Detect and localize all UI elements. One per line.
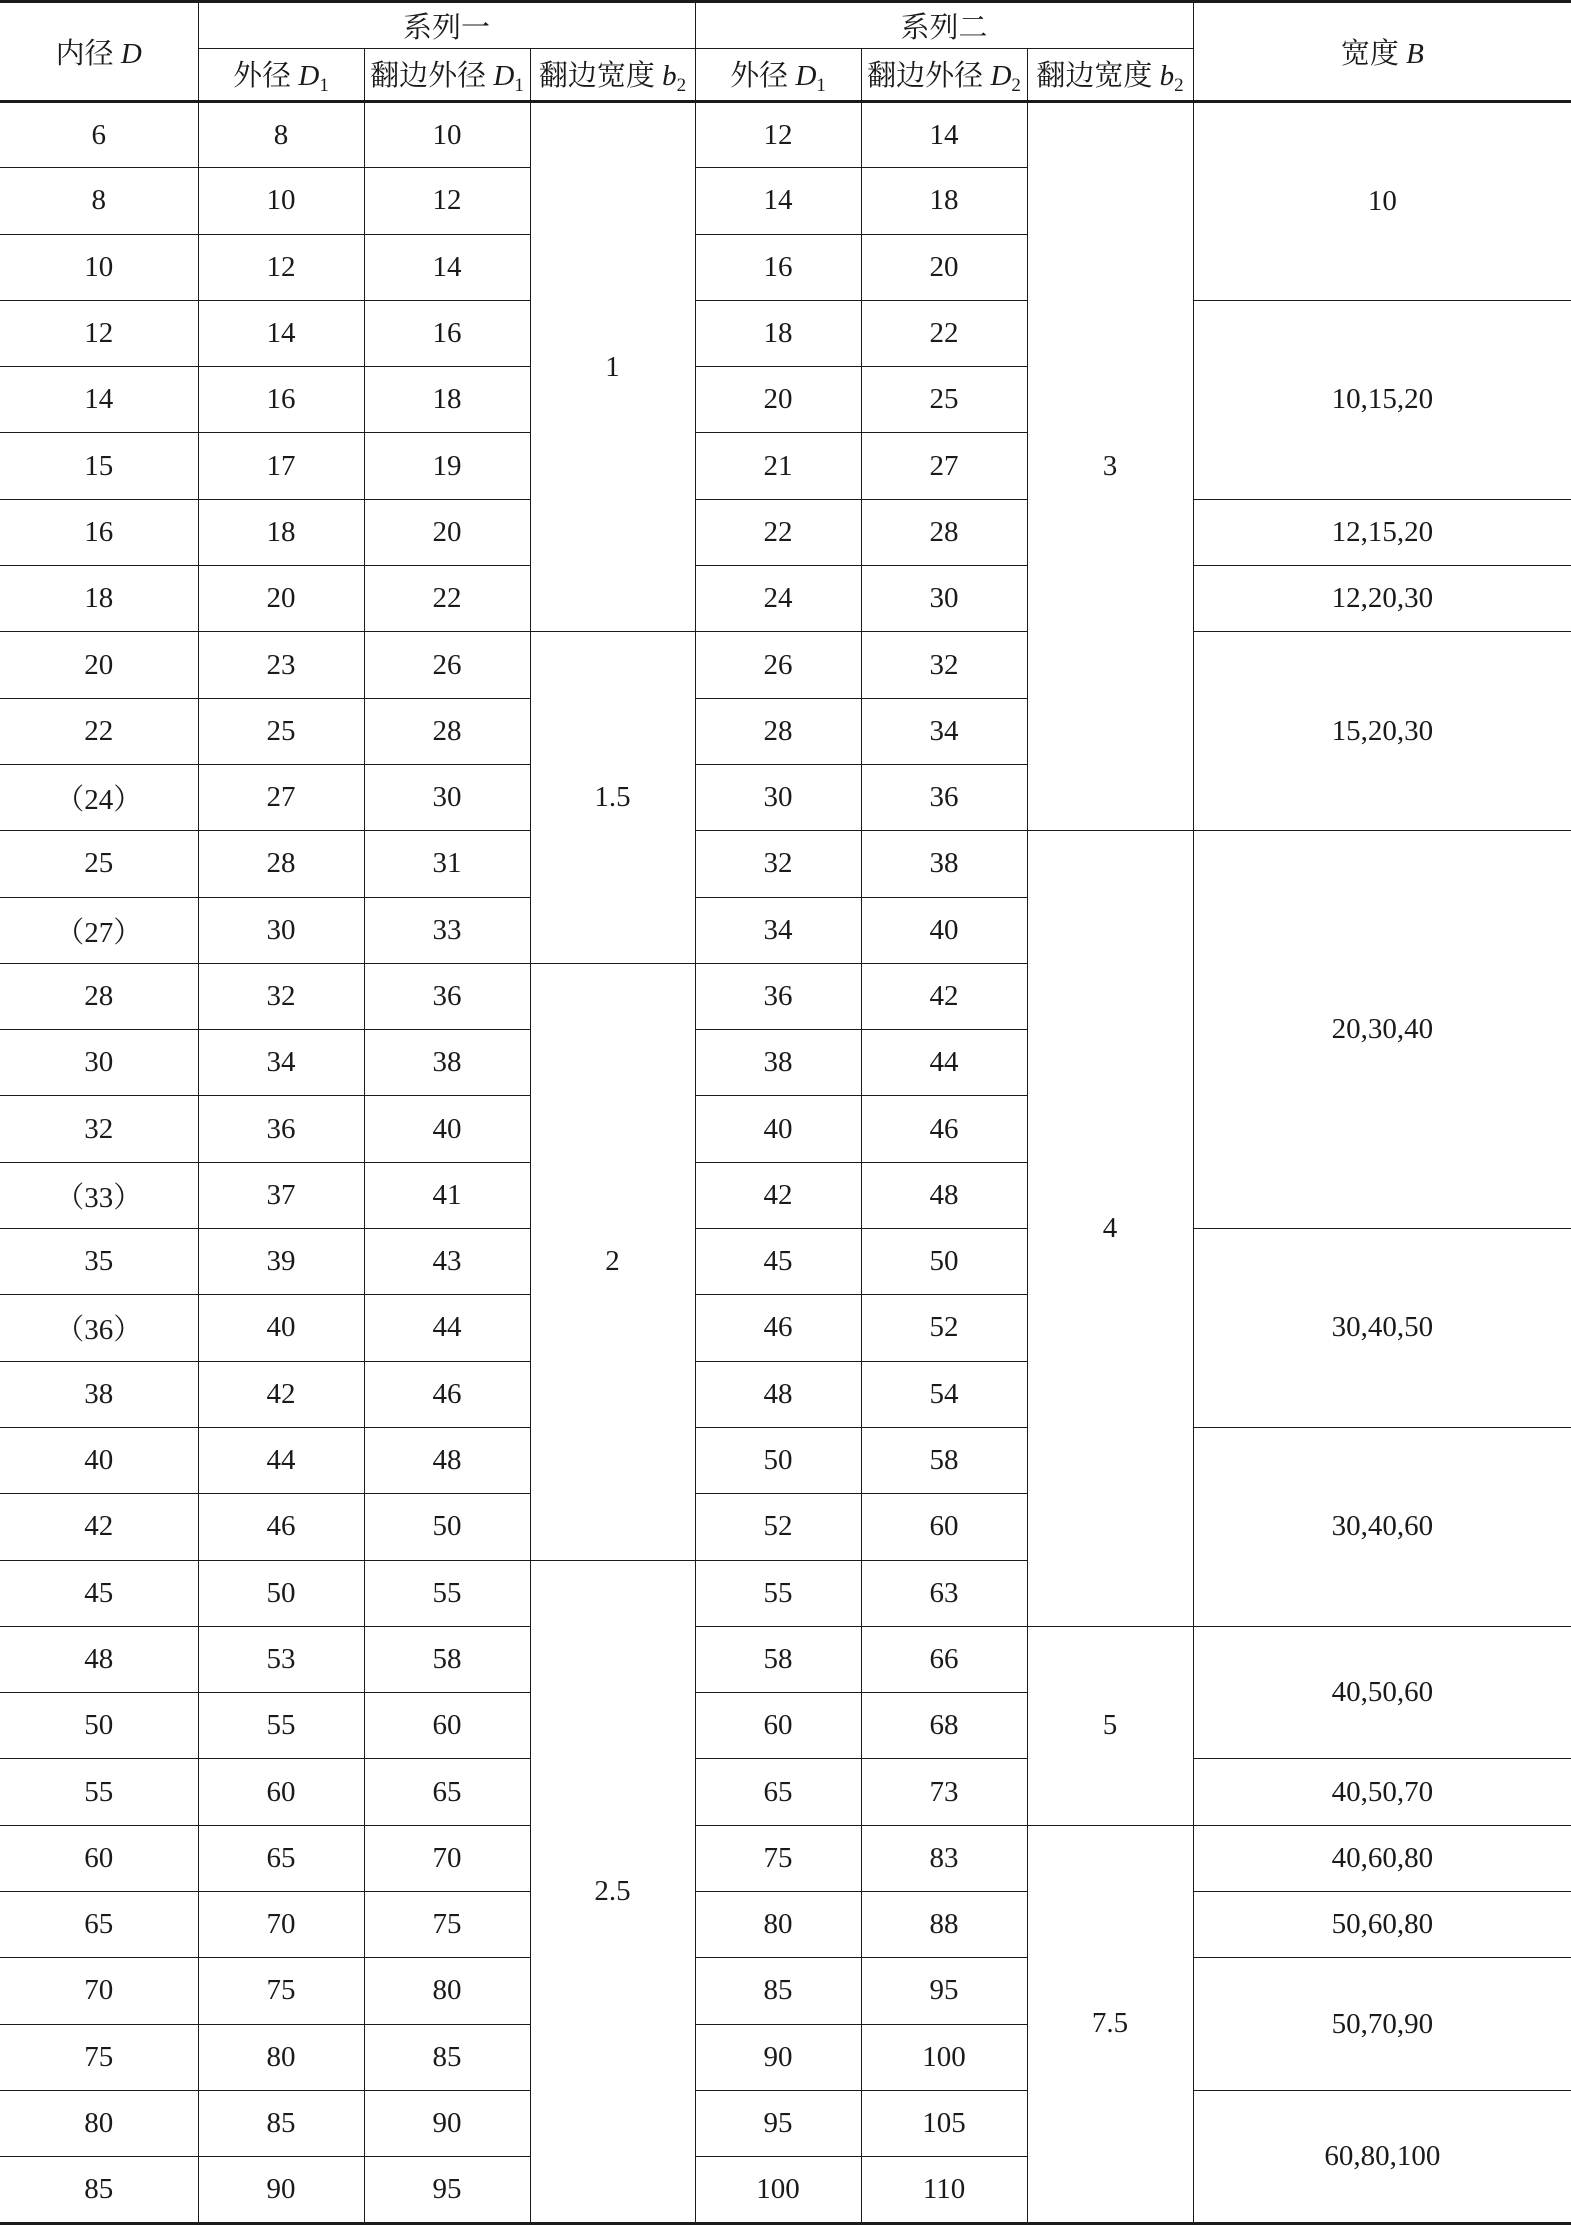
s2-flange-outer-diameter-cell: 63	[861, 1560, 1027, 1626]
table-row	[0, 1427, 1571, 1493]
header-s1-flange-width: 翻边宽度 $b_2$	[530, 49, 695, 102]
s2-flange-outer-diameter-cell: 52	[861, 1295, 1027, 1361]
table-row	[0, 499, 1571, 565]
s2-flange-outer-diameter-cell: 58	[861, 1427, 1027, 1493]
table-row	[0, 831, 1571, 897]
inner-diameter-cell: 20	[0, 632, 198, 698]
table-row	[0, 566, 1571, 632]
inner-diameter-cell: 30	[0, 1030, 198, 1096]
s2-outer-diameter-cell: 100	[695, 2157, 861, 2223]
table-row	[0, 1626, 1571, 1692]
s1-outer-diameter-cell: 65	[198, 1825, 364, 1891]
inner-diameter-cell: （27）	[0, 897, 198, 963]
width-cell: 40,50,70	[1193, 1759, 1571, 1825]
s2-outer-diameter-cell: 52	[695, 1494, 861, 1560]
inner-diameter-cell: 50	[0, 1693, 198, 1759]
table-body	[0, 102, 1571, 2224]
s1-flange-outer-diameter-cell: 31	[364, 831, 530, 897]
s2-outer-diameter-cell: 30	[695, 764, 861, 830]
header-s1-outer-diameter: 外径 $D_1$	[198, 49, 364, 102]
s2-flange-outer-diameter-cell: 68	[861, 1693, 1027, 1759]
table-row	[0, 2090, 1571, 2156]
inner-diameter-cell: （33）	[0, 1162, 198, 1228]
inner-diameter-cell: 45	[0, 1560, 198, 1626]
inner-diameter-cell: 32	[0, 1096, 198, 1162]
s2-outer-diameter-cell: 42	[695, 1162, 861, 1228]
s1-flange-outer-diameter-cell: 18	[364, 367, 530, 433]
s2-flange-outer-diameter-cell: 18	[861, 168, 1027, 234]
s2-outer-diameter-cell: 80	[695, 1892, 861, 1958]
width-cell: 40,50,60	[1193, 1626, 1571, 1759]
s2-outer-diameter-cell: 21	[695, 433, 861, 499]
s2-flange-width-cell: 7.5	[1027, 1825, 1193, 2223]
inner-diameter-cell: 85	[0, 2157, 198, 2223]
s2-flange-outer-diameter-cell: 105	[861, 2090, 1027, 2156]
s2-flange-outer-diameter-cell: 32	[861, 632, 1027, 698]
s1-flange-outer-diameter-cell: 19	[364, 433, 530, 499]
s2-flange-outer-diameter-cell: 73	[861, 1759, 1027, 1825]
s1-flange-outer-diameter-cell: 28	[364, 698, 530, 764]
s1-outer-diameter-cell: 10	[198, 168, 364, 234]
s1-flange-outer-diameter-cell: 85	[364, 2024, 530, 2090]
s1-outer-diameter-cell: 30	[198, 897, 364, 963]
s2-flange-outer-diameter-cell: 28	[861, 499, 1027, 565]
s2-outer-diameter-cell: 20	[695, 367, 861, 433]
s1-flange-outer-diameter-cell: 14	[364, 234, 530, 300]
inner-diameter-cell: 16	[0, 499, 198, 565]
s1-outer-diameter-cell: 53	[198, 1626, 364, 1692]
inner-diameter-cell: （24）	[0, 764, 198, 830]
inner-diameter-cell: 42	[0, 1494, 198, 1560]
s2-flange-outer-diameter-cell: 27	[861, 433, 1027, 499]
header-inner-diameter: 内径 D	[0, 2, 198, 102]
width-cell: 10	[1193, 102, 1571, 301]
s1-outer-diameter-cell: 23	[198, 632, 364, 698]
s2-outer-diameter-cell: 18	[695, 300, 861, 366]
s2-outer-diameter-cell: 40	[695, 1096, 861, 1162]
s2-outer-diameter-cell: 95	[695, 2090, 861, 2156]
s2-outer-diameter-cell: 55	[695, 1560, 861, 1626]
inner-diameter-cell: 65	[0, 1892, 198, 1958]
s1-outer-diameter-cell: 75	[198, 1958, 364, 2024]
s2-flange-outer-diameter-cell: 22	[861, 300, 1027, 366]
s2-flange-outer-diameter-cell: 36	[861, 764, 1027, 830]
table-row	[0, 1825, 1571, 1891]
s1-flange-outer-diameter-cell: 80	[364, 1958, 530, 2024]
s1-outer-diameter-cell: 28	[198, 831, 364, 897]
s1-flange-outer-diameter-cell: 22	[364, 566, 530, 632]
s2-flange-outer-diameter-cell: 100	[861, 2024, 1027, 2090]
s2-outer-diameter-cell: 48	[695, 1361, 861, 1427]
table-row	[0, 1759, 1571, 1825]
s1-outer-diameter-cell: 8	[198, 102, 364, 168]
s2-flange-outer-diameter-cell: 40	[861, 897, 1027, 963]
s1-outer-diameter-cell: 70	[198, 1892, 364, 1958]
s2-flange-outer-diameter-cell: 25	[861, 367, 1027, 433]
header-width: 宽度 B	[1193, 2, 1571, 102]
header-s2-outer-diameter: 外径 $D_1$	[695, 49, 861, 102]
s2-flange-width-cell: 3	[1027, 102, 1193, 831]
inner-diameter-cell: 75	[0, 2024, 198, 2090]
s2-outer-diameter-cell: 32	[695, 831, 861, 897]
s2-outer-diameter-cell: 50	[695, 1427, 861, 1493]
inner-diameter-cell: 18	[0, 566, 198, 632]
width-cell: 12,20,30	[1193, 566, 1571, 632]
s2-flange-outer-diameter-cell: 66	[861, 1626, 1027, 1692]
s1-flange-outer-diameter-cell: 30	[364, 764, 530, 830]
s1-flange-outer-diameter-cell: 44	[364, 1295, 530, 1361]
s2-outer-diameter-cell: 45	[695, 1229, 861, 1295]
s2-flange-outer-diameter-cell: 46	[861, 1096, 1027, 1162]
header-series-one: 系列一	[198, 2, 695, 49]
s2-outer-diameter-cell: 26	[695, 632, 861, 698]
header-series-two: 系列二	[695, 2, 1193, 49]
s1-outer-diameter-cell: 55	[198, 1693, 364, 1759]
s2-flange-outer-diameter-cell: 42	[861, 963, 1027, 1029]
table-row	[0, 1229, 1571, 1295]
width-cell: 50,70,90	[1193, 1958, 1571, 2091]
s2-flange-outer-diameter-cell: 34	[861, 698, 1027, 764]
table-row	[0, 300, 1571, 366]
width-cell: 12,15,20	[1193, 499, 1571, 565]
s2-outer-diameter-cell: 60	[695, 1693, 861, 1759]
table-row	[0, 1892, 1571, 1958]
inner-diameter-cell: 8	[0, 168, 198, 234]
s1-flange-outer-diameter-cell: 70	[364, 1825, 530, 1891]
s2-outer-diameter-cell: 58	[695, 1626, 861, 1692]
s1-outer-diameter-cell: 39	[198, 1229, 364, 1295]
inner-diameter-cell: 10	[0, 234, 198, 300]
inner-diameter-cell: 14	[0, 367, 198, 433]
inner-diameter-cell: 40	[0, 1427, 198, 1493]
s2-flange-outer-diameter-cell: 20	[861, 234, 1027, 300]
s2-outer-diameter-cell: 22	[695, 499, 861, 565]
s1-outer-diameter-cell: 27	[198, 764, 364, 830]
s2-flange-outer-diameter-cell: 54	[861, 1361, 1027, 1427]
s1-flange-outer-diameter-cell: 60	[364, 1693, 530, 1759]
width-cell: 40,60,80	[1193, 1825, 1571, 1891]
s1-flange-outer-diameter-cell: 46	[364, 1361, 530, 1427]
s1-flange-outer-diameter-cell: 48	[364, 1427, 530, 1493]
s1-flange-outer-diameter-cell: 50	[364, 1494, 530, 1560]
s1-flange-outer-diameter-cell: 55	[364, 1560, 530, 1626]
s1-outer-diameter-cell: 40	[198, 1295, 364, 1361]
width-cell: 30,40,60	[1193, 1427, 1571, 1626]
inner-diameter-cell: （36）	[0, 1295, 198, 1361]
s1-flange-outer-diameter-cell: 20	[364, 499, 530, 565]
inner-diameter-cell: 28	[0, 963, 198, 1029]
s1-flange-outer-diameter-cell: 33	[364, 897, 530, 963]
s2-outer-diameter-cell: 46	[695, 1295, 861, 1361]
s1-outer-diameter-cell: 14	[198, 300, 364, 366]
s2-flange-outer-diameter-cell: 14	[861, 102, 1027, 168]
s1-outer-diameter-cell: 80	[198, 2024, 364, 2090]
s1-outer-diameter-cell: 46	[198, 1494, 364, 1560]
s1-outer-diameter-cell: 12	[198, 234, 364, 300]
width-cell: 20,30,40	[1193, 831, 1571, 1229]
s2-flange-outer-diameter-cell: 50	[861, 1229, 1027, 1295]
s2-flange-outer-diameter-cell: 38	[861, 831, 1027, 897]
inner-diameter-cell: 70	[0, 1958, 198, 2024]
s1-flange-outer-diameter-cell: 90	[364, 2090, 530, 2156]
s1-flange-outer-diameter-cell: 12	[364, 168, 530, 234]
s1-flange-width-cell: 2.5	[530, 1560, 695, 2223]
s1-flange-outer-diameter-cell: 40	[364, 1096, 530, 1162]
s2-outer-diameter-cell: 85	[695, 1958, 861, 2024]
s2-flange-outer-diameter-cell: 110	[861, 2157, 1027, 2223]
s2-flange-outer-diameter-cell: 48	[861, 1162, 1027, 1228]
inner-diameter-cell: 60	[0, 1825, 198, 1891]
inner-diameter-cell: 25	[0, 831, 198, 897]
s1-outer-diameter-cell: 36	[198, 1096, 364, 1162]
s2-outer-diameter-cell: 24	[695, 566, 861, 632]
s1-flange-outer-diameter-cell: 16	[364, 300, 530, 366]
s2-flange-width-cell: 5	[1027, 1626, 1193, 1825]
s2-outer-diameter-cell: 14	[695, 168, 861, 234]
s2-outer-diameter-cell: 28	[695, 698, 861, 764]
s2-flange-outer-diameter-cell: 95	[861, 1958, 1027, 2024]
table-row	[0, 102, 1571, 168]
s1-flange-outer-diameter-cell: 41	[364, 1162, 530, 1228]
s2-flange-width-cell: 4	[1027, 831, 1193, 1627]
inner-diameter-cell: 35	[0, 1229, 198, 1295]
table-row	[0, 632, 1571, 698]
table-row	[0, 1958, 1571, 2024]
inner-diameter-cell: 38	[0, 1361, 198, 1427]
s2-outer-diameter-cell: 36	[695, 963, 861, 1029]
s2-outer-diameter-cell: 12	[695, 102, 861, 168]
s1-outer-diameter-cell: 37	[198, 1162, 364, 1228]
width-cell: 15,20,30	[1193, 632, 1571, 831]
s1-flange-outer-diameter-cell: 58	[364, 1626, 530, 1692]
s1-flange-outer-diameter-cell: 95	[364, 2157, 530, 2223]
s2-outer-diameter-cell: 16	[695, 234, 861, 300]
s1-outer-diameter-cell: 16	[198, 367, 364, 433]
s2-outer-diameter-cell: 34	[695, 897, 861, 963]
width-cell: 50,60,80	[1193, 1892, 1571, 1958]
width-cell: 10,15,20	[1193, 300, 1571, 499]
inner-diameter-cell: 55	[0, 1759, 198, 1825]
s2-flange-outer-diameter-cell: 44	[861, 1030, 1027, 1096]
width-cell: 60,80,100	[1193, 2090, 1571, 2223]
s1-flange-width-cell: 2	[530, 963, 695, 1560]
s2-flange-outer-diameter-cell: 60	[861, 1494, 1027, 1560]
s1-flange-width-cell: 1	[530, 102, 695, 632]
inner-diameter-cell: 12	[0, 300, 198, 366]
s1-outer-diameter-cell: 85	[198, 2090, 364, 2156]
s1-flange-outer-diameter-cell: 43	[364, 1229, 530, 1295]
s1-flange-width-cell: 1.5	[530, 632, 695, 963]
s1-outer-diameter-cell: 34	[198, 1030, 364, 1096]
inner-diameter-cell: 6	[0, 102, 198, 168]
s2-outer-diameter-cell: 38	[695, 1030, 861, 1096]
width-cell: 30,40,50	[1193, 1229, 1571, 1428]
s1-outer-diameter-cell: 44	[198, 1427, 364, 1493]
inner-diameter-cell: 15	[0, 433, 198, 499]
s1-outer-diameter-cell: 25	[198, 698, 364, 764]
s1-flange-outer-diameter-cell: 38	[364, 1030, 530, 1096]
s1-flange-outer-diameter-cell: 75	[364, 1892, 530, 1958]
inner-diameter-cell: 48	[0, 1626, 198, 1692]
s2-outer-diameter-cell: 65	[695, 1759, 861, 1825]
s1-outer-diameter-cell: 42	[198, 1361, 364, 1427]
s1-outer-diameter-cell: 18	[198, 499, 364, 565]
inner-diameter-cell: 80	[0, 2090, 198, 2156]
s1-outer-diameter-cell: 60	[198, 1759, 364, 1825]
s1-flange-outer-diameter-cell: 10	[364, 102, 530, 168]
s2-outer-diameter-cell: 75	[695, 1825, 861, 1891]
s1-outer-diameter-cell: 90	[198, 2157, 364, 2223]
s2-flange-outer-diameter-cell: 83	[861, 1825, 1027, 1891]
s1-flange-outer-diameter-cell: 65	[364, 1759, 530, 1825]
header-s1-flange-outer-diameter: 翻边外径 $D_1$	[364, 49, 530, 102]
s2-flange-outer-diameter-cell: 30	[861, 566, 1027, 632]
s1-outer-diameter-cell: 32	[198, 963, 364, 1029]
s2-outer-diameter-cell: 90	[695, 2024, 861, 2090]
s1-flange-outer-diameter-cell: 36	[364, 963, 530, 1029]
s1-outer-diameter-cell: 20	[198, 566, 364, 632]
header-s2-flange-width: 翻边宽度 $b_2$	[1027, 49, 1193, 102]
inner-diameter-cell: 22	[0, 698, 198, 764]
s2-flange-outer-diameter-cell: 88	[861, 1892, 1027, 1958]
header-s2-flange-outer-diameter: 翻边外径 $D_2$	[861, 49, 1027, 102]
s1-outer-diameter-cell: 17	[198, 433, 364, 499]
s1-flange-outer-diameter-cell: 26	[364, 632, 530, 698]
s1-outer-diameter-cell: 50	[198, 1560, 364, 1626]
